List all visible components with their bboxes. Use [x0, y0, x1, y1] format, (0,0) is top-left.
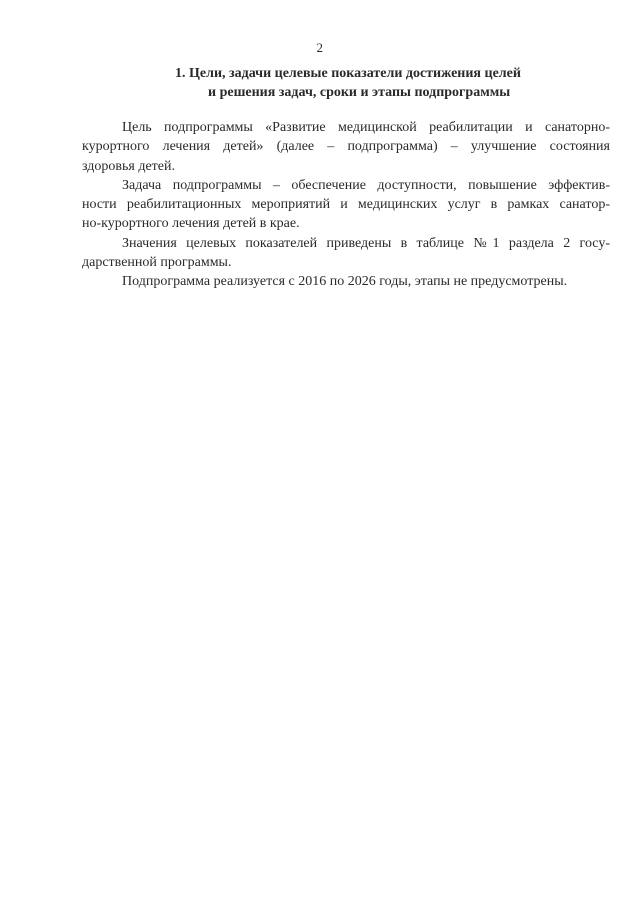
- text-line: курортного лечения детей» (далее – подпрограмма) – улучшение состояния: [82, 139, 610, 155]
- text-line: Значения целевых показателей приведены в таблице №1 раздела 2 госу-: [122, 235, 610, 251]
- page-number: 2: [316, 40, 324, 55]
- text-line: дарственной программы.: [82, 255, 232, 271]
- body-text: [82, 118, 610, 292]
- paragraph-goal: [82, 118, 610, 176]
- text-line: здоровья детей.: [82, 158, 175, 174]
- paragraph-timeline: [82, 272, 610, 291]
- paragraph-indicators: [82, 234, 610, 273]
- text-line: ности реабилитационных мероприятий и медицинских услуг в рамках санатор-: [82, 197, 610, 213]
- text-line: Подпрограмма реализуется с 2016 по 2026 годы, этапы не предусмотрены.: [122, 274, 568, 290]
- section-heading-line-1: 1. Цели, задачи целевые показатели достижения целей: [175, 66, 521, 81]
- section-heading-line-2: и решения задач, сроки и этапы подпрограммы: [208, 85, 511, 100]
- text-line: Задача подпрограммы – обеспечение доступности, повышение эффектив-: [122, 177, 610, 193]
- text-line: но-курортного лечения детей в крае.: [82, 216, 300, 232]
- text-line: Цель подпрограммы «Развитие медицинской реабилитации и санаторно-: [122, 120, 610, 135]
- section-heading: [80, 64, 620, 102]
- paragraph-task: [82, 176, 610, 234]
